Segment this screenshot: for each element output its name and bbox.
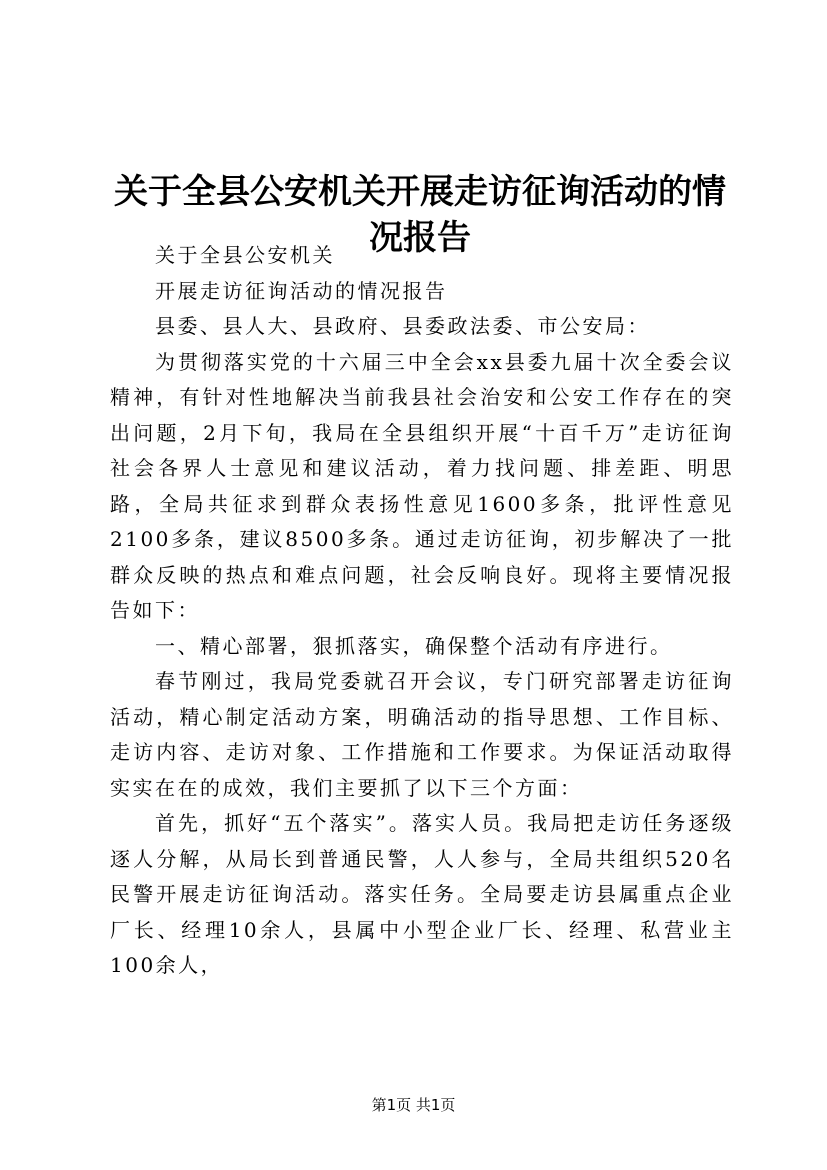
paragraph-intro: 为贯彻落实党的十六届三中全会xx县委九届十次全委会议精神，有针对性地解决当前我县社会治安和公安工作存在的突出问题，2月下旬，我局在全县组织开展“十百千万”走访征询社会各界人士意见和建议活动，着力找问题、排差距、明思路，全局共征求到群众表扬性意见1600多条，批评性意见2100多条，建议8500多条。通过走访征询，初步解决了一批群众反映的热点和难点问题，社会反响良好。现将主要情况报告如下： bbox=[110, 349, 734, 622]
document-body bbox=[110, 238, 734, 984]
page-number-label: 第1页 共1页 bbox=[371, 1096, 456, 1114]
paragraph-deployment: 春节刚过，我局党委就召开会议，专门研究部署走访征询活动，精心制定活动方案，明确活动的指导思想、工作目标、走访内容、走访对象、工作措施和工作要求。为保证活动取得实实在在的成效，我们主要抓了以下三个方面： bbox=[110, 669, 734, 800]
paragraph-section-1-heading: 一、精心部署，狠抓落实，确保整个活动有序进行。 bbox=[155, 633, 673, 658]
document-title: 关于全县公安机关开展走访征询活动的情况报告 bbox=[114, 171, 726, 258]
paragraph-heading-line-2: 开展走访征询活动的情况报告 bbox=[155, 278, 448, 303]
paragraph-heading-line-1: 关于全县公安机关 bbox=[155, 243, 335, 267]
paragraph-recipients: 县委、县人大、县政府、县委政法委、市公安局： bbox=[155, 314, 650, 338]
page-footer bbox=[0, 1094, 827, 1115]
paragraph-five-implementations: 首先，抓好“五个落实”。落实人员。我局把走访任务逐级逐人分解，从局长到普通民警，人人参与，全局共组织520名民警开展走访征询活动。落实任务。全局要走访县属重点企业厂长、经理10余人，县属中小型企业厂长、经理、私营业主100余人， bbox=[110, 811, 734, 977]
